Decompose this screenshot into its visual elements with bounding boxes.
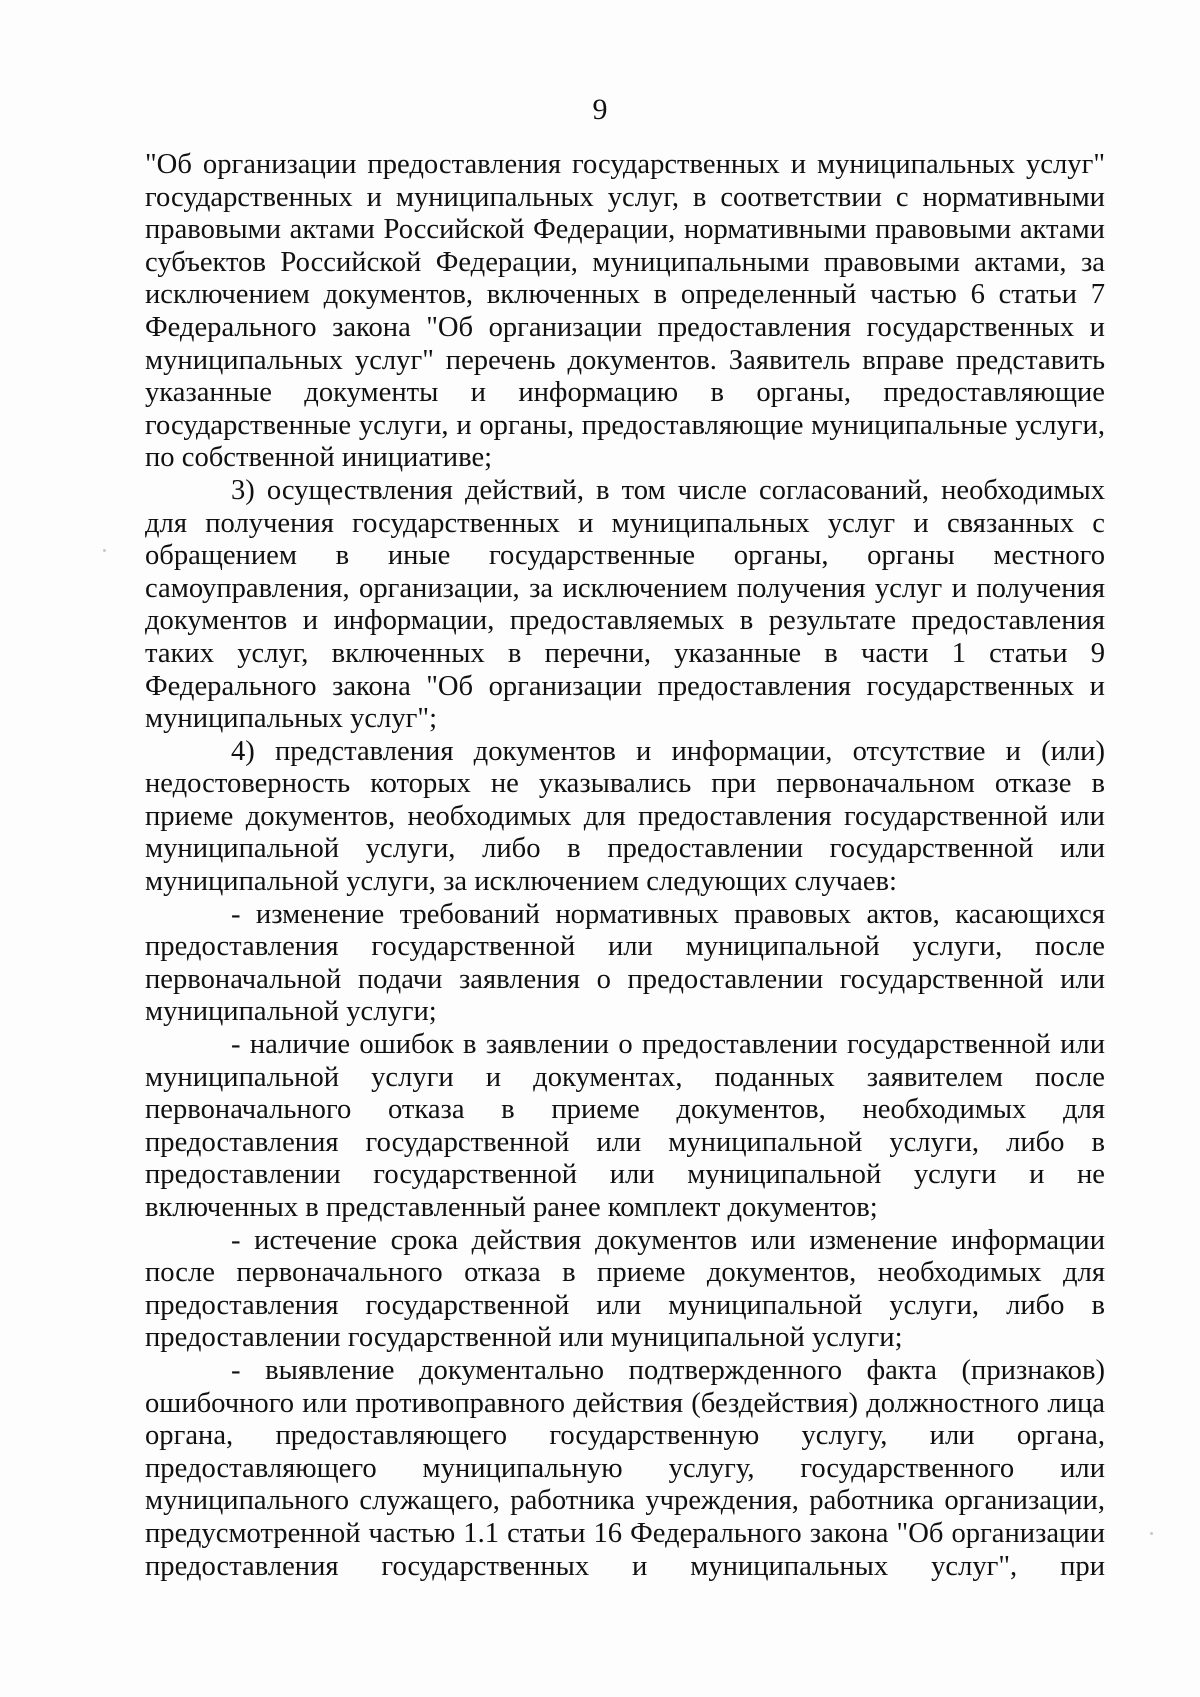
exception-item-document-expiry: - истечение срока действия документов или изменение информации после первоначального отказа в приеме документов, необходимых для предоставления государственной или муниципальной услуги, либо в предоставлении государственной или муниципальной услуги; xyxy=(145,1224,1105,1354)
exception-item-requirements-change: - изменение требований нормативных правовых актов, касающихся предоставления государственной или муниципальной услуги, после первоначальной подачи заявления о предоставлении государственной или муниципальной услуги; xyxy=(145,898,1105,1028)
exception-item-errors-in-application: - наличие ошибок в заявлении о предоставлении государственной или муниципальной услуги и документах, поданных заявителем после первоначального отказа в приеме документов, необходимых для предоставления государственной или муниципальной услуги, либо в предоставлении государственной или муниципальной услуги и не включенных в представленный ранее комплект документов; xyxy=(145,1029,1105,1223)
scan-speck xyxy=(1150,1532,1153,1535)
paragraph-continuation: "Об организации предоставления государственных и муниципальных услуг" государственных и муниципальных услуг, в соответствии с нормативными правовыми актами Российской Федерации, нормативными правовыми актами субъектов Российской Федерации, муниципальными правовыми актами, за исключением документов, включенных в определенный частью 6 статьи 7 Федерального закона "Об организации предоставления государственных и муниципальных услуг" перечень документов. Заявитель вправе представить указанные документы и информацию в органы, предоставляющие государственные услуги, и органы, предоставляющие муниципальные услуги, по собственной инициативе; xyxy=(145,149,1105,474)
exception-item-official-error: - выявление документально подтвержденного факта (признаков) ошибочного или противоправного действия (бездействия) должностного лица органа, предоставляющего государственную услугу, или органа, предоставляющего муниципальную услугу, государственного или муниципального служащего, работника учреждения, работника организации, предусмотренной частью 1.1 статьи 16 Федерального закона "Об организации предоставления государственных и муниципальных услуг", при xyxy=(145,1354,1105,1582)
scan-speck xyxy=(103,549,106,552)
document-body xyxy=(145,149,1105,1583)
page-number: 9 xyxy=(592,93,608,126)
paragraph-item-3: 3) осуществления действий, в том числе согласований, необходимых для получения государственных и муниципальных услуг и связанных с обращением в иные государственные органы, органы местного самоуправления, организации, за исключением получения услуг и получения документов и информации, предоставляемых в результате предоставления таких услуг, включенных в перечни, указанные в части 1 статьи 9 Федерального закона "Об организации предоставления государственных и муниципальных услуг"; xyxy=(145,474,1105,735)
paragraph-item-4: 4) представления документов и информации, отсутствие и (или) недостоверность которых не указывались при первоначальном отказе в приеме документов, необходимых для предоставления государственной или муниципальной услуги, либо в предоставлении государственной или муниципальной услуги, за исключением следующих случаев: xyxy=(145,735,1105,898)
